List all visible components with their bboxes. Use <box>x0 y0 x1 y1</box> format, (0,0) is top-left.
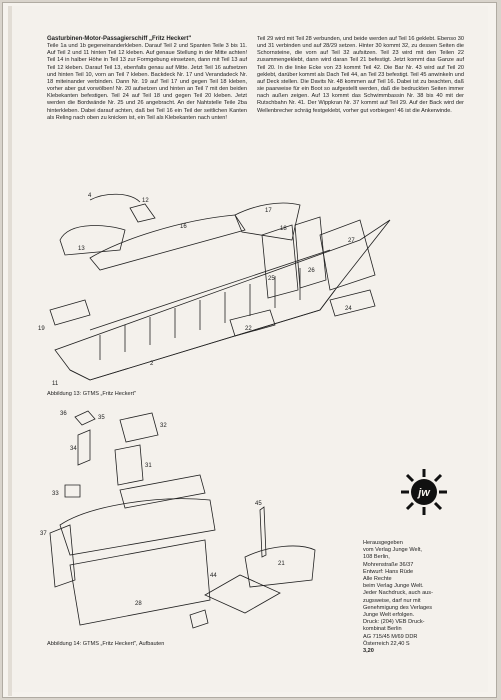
label-16: 16 <box>180 224 187 230</box>
label-21: 21 <box>278 561 285 567</box>
right-text-column <box>257 36 464 115</box>
page-edge <box>8 6 12 696</box>
label-32: 32 <box>160 423 167 429</box>
label-36: 36 <box>60 411 67 417</box>
part-30 <box>120 475 205 508</box>
publisher-line: zugsweise, darf nur mit <box>363 597 421 604</box>
label-11: 11 <box>52 381 59 387</box>
publisher-line: Herausgegeben <box>363 540 403 546</box>
publisher-line: Österreich 22,40 S <box>363 640 410 647</box>
part-34 <box>78 430 90 465</box>
publisher-line: Entwurf: Hans Rüde <box>363 568 414 575</box>
price: 3,20 <box>363 648 374 655</box>
part-22 <box>230 310 275 336</box>
publisher-line: Alle Rechte <box>363 576 392 583</box>
publisher-info <box>363 540 461 655</box>
right-column-text: Teil 29 wird mit Teil 28 verbunden, und beide werden auf Teil 16 geklebt. Ebenso 30 und 31 verbinden und auf 28/29 setzen. Hinter 30 kommt 32, zu dessen Seiten die Schornsteine, die vorn auf Teil 32 aufsitzen. Teil 23 wird mit den Teilen 22 zusammengeklebt, dann wird daran Teil 21 befestigt. Jetzt kommt das Ganze auf Teil 20. In die linke Ecke von 23 kommt Teil 42. Die Bar Nr. 43 wird auf Teil 20 geklebt, darüber kommt als Dach Teil 44, an Teil 23 befestigt. Teil 45 anwinkeln und auf Deck stellen. Die Davits Nr. 48 kommen auf Teil 16. Dabei ist zu beachten, daß sie paarweise für ein Boot so aufgestellt werden, daß die bedruckten Seiten immer nach außen zeigen. Auf 13 kommt das Schwimmbassin Nr. 38 bis 40 mit der Rutschbahn Nr. 41. Der Wippkran Nr. 37 kommt auf Teil 29. Auf der Back wird der Wellenbrecher schräg festgeklebt, vorher gut vorbiegen! 46 ist die Ankerwinde. <box>257 36 464 114</box>
publisher-line: Jeder Nachdruck, auch aus- <box>363 590 433 597</box>
left-text-column <box>47 36 247 122</box>
label-4: 4 <box>88 193 92 199</box>
label-37: 37 <box>40 531 47 537</box>
label-22: 22 <box>245 326 252 332</box>
part-29 <box>60 499 215 555</box>
part-28 <box>70 540 210 625</box>
hull-part-1a <box>55 220 390 380</box>
label-26: 26 <box>308 268 315 274</box>
left-column-text: Teile 1a und 1b gegeneinanderkleben. Darauf Teil 2 und Spanten Teile 3 bis 11. Auf Teil 2 und 11 hinten Teil 12 kleben. Auf genaue Stellung in der Mitte achten! Teil 14 in halber Höhe in Teil 13 zur Formgebung einsetzen, dann mit Teil 13 auf Teil 12 kleben. Darauf Teil 13, ebenfalls genau auf Mitte. Jetzt Teil 16 aufsetzen und hinten Teil 10, vorn an Teil 7 kleben. Backdeck Nr. 17 und Verandadeck Nr. 18 miteinander verbinden. Dann Nr. 19 auf Teil 17 und gegen Teil 18 kleben, vorher aber gut vorwölben! Nr. 20 aufsetzen und hinten an Teil 7 mit den beiden Klebekanten befestigen. Teil 24 auf Teil 18 und gegen Teil 20 kleben. Jetzt werden die Bordwände Nr. 25 und 26 angebracht. An der Nahtstelle Teile 2ba hinterkleben. Dabei darauf achten, daß bei Teil 16 ein Teil der seitlichen Kanten als Reling nach oben zu knicken ist, ein Teil als Klebekanten nach unten! <box>47 43 247 121</box>
junge-welt-logo <box>399 467 449 517</box>
article-title: Gasturbinen-Motor-Passagierschiff „Fritz Heckert" <box>47 36 192 42</box>
label-31: 31 <box>145 463 152 469</box>
label-19: 19 <box>38 326 45 332</box>
label-33: 33 <box>52 491 59 497</box>
figure-14-caption: Abbildung 14: GTMS „Fritz Heckert", Aufbauten <box>47 641 165 647</box>
label-45: 45 <box>255 501 262 507</box>
publisher-line: AG 715/45 M/69 DDR <box>363 633 418 640</box>
part-36 <box>75 411 95 425</box>
publisher-line: Druck: (204) VEB Druck- <box>363 619 425 626</box>
label-24: 24 <box>345 306 352 312</box>
part-44 <box>205 575 280 613</box>
publisher-line: Mohrenstraße 36/37 <box>363 561 414 568</box>
label-18: 18 <box>280 226 287 232</box>
part-12 <box>130 204 155 222</box>
deck-part-16 <box>90 215 245 270</box>
label-35: 35 <box>98 415 105 421</box>
label-27: 27 <box>348 238 355 244</box>
label-28: 28 <box>135 601 142 607</box>
publisher-line: Junge Welt erfolgen. <box>363 612 415 619</box>
label-34: 34 <box>70 446 77 452</box>
publisher-line: beim Verlag Junge Welt. <box>363 583 424 590</box>
publisher-line: 108 Berlin, <box>363 554 390 561</box>
hull-part-1b <box>70 290 335 380</box>
publisher-line: Genehmigung des Verlages <box>363 604 433 611</box>
label-12: 12 <box>142 198 149 204</box>
publisher-line: kombinat Berlin <box>363 626 402 633</box>
figure-13-drawing <box>30 180 465 390</box>
part-37 <box>50 525 75 587</box>
part-4 <box>90 194 140 202</box>
part-32 <box>120 413 158 442</box>
part-31 <box>115 445 143 485</box>
part-13 <box>60 226 125 255</box>
figure-13-caption: Abbildung 13: GTMS „Fritz Heckert" <box>47 391 137 397</box>
figure-14-drawing <box>40 405 360 635</box>
label-17: 17 <box>265 208 272 214</box>
logo-text: jw <box>418 487 430 499</box>
publisher-line: vom Verlag Junge Welt, <box>363 547 422 554</box>
label-44: 44 <box>210 573 217 579</box>
part-24 <box>330 290 375 316</box>
label-2: 2 <box>150 361 154 367</box>
part-42 <box>190 610 208 628</box>
label-13: 13 <box>78 246 85 252</box>
part-33 <box>65 485 80 497</box>
part-19 <box>50 300 90 325</box>
label-25: 25 <box>268 276 275 282</box>
part-27 <box>320 220 375 290</box>
